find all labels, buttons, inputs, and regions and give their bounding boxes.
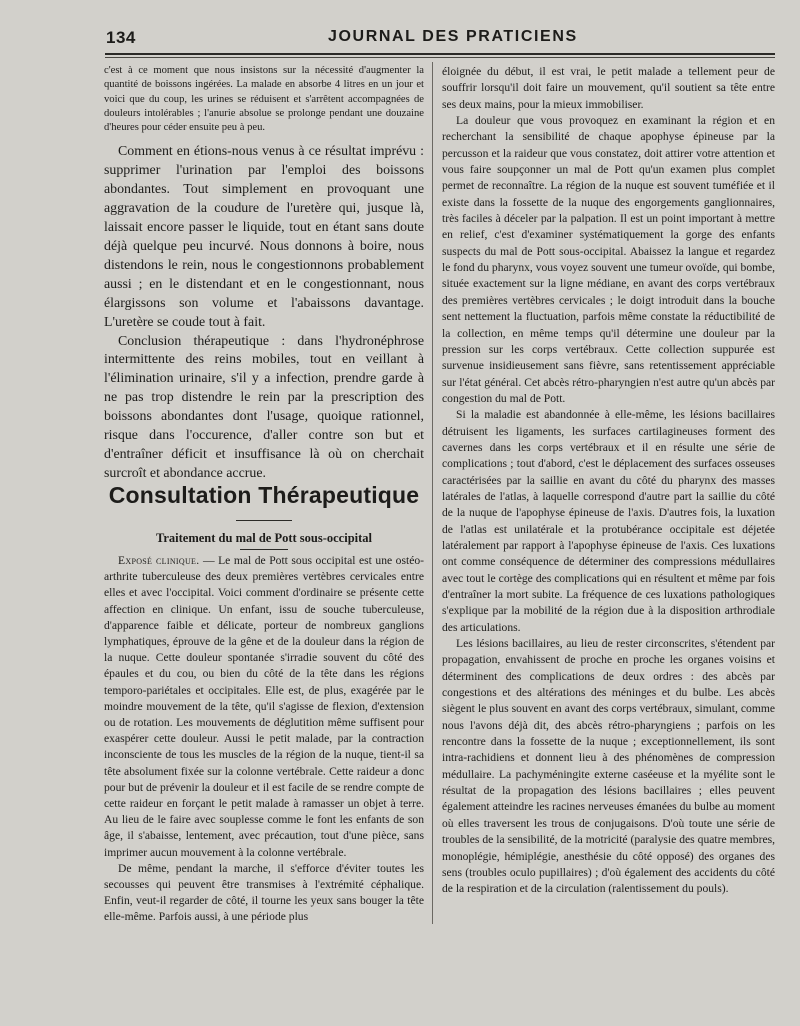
heading-rule: [236, 520, 292, 521]
left-column: [104, 64, 424, 484]
header-rule: [105, 53, 775, 55]
header-rule-thin: [105, 57, 775, 58]
column-divider: [432, 62, 433, 924]
right-paragraph-1: éloignée du début, il est vrai, le petit malade a tellement peur de souffrir lorsqu'il doit faire un mouvement, qu'il soutient sa tête entre ses deux mains, pour la mieux immobiliser.: [442, 65, 775, 111]
left-paragraph-2: Conclusion thérapeutique : dans l'hydronéphrose intermittente des reins mobiles, tout en veillant à l'élimination urinaire, s'il y a infection, prendre garde à ne pas trop distendre le rein par la prescription des boissons abondantes dont l'usage, quoique rationnel, risque dans l'occurence, d'aller contre son but et d'entraîner déficit et insuffisance là où on cherchait surcroît et abondance accrue.: [104, 333, 424, 481]
left-intro-paragraph: c'est à ce moment que nous insistons sur la nécessité d'augmenter la quantité de boissons ingérées. La malade en absorbe 4 litres en un jour et voici que du coup, les urines se réduisent et s'arrêtent accompagnées de douleurs intolérables ; l'anurie absolue se prolonge pendant une douzaine d'heures pour céder ensuite peu à peu.: [104, 65, 424, 134]
section-heading: Consultation Thérapeutique: [108, 482, 420, 508]
article-paragraph-2: De même, pendant la marche, il s'efforce d'éviter toutes les secousses qui peuvent être transmises à l'extrémité céphalique. Enfin, veut-il regarder de côté, il tourne les yeux sans bouger la tête elle-même. Parfois aussi, à une période plus: [104, 861, 424, 924]
right-column: [442, 64, 775, 898]
right-paragraph-3: Si la maladie est abandonnée à elle-même, les lésions bacillaires détruisent les ligaments, les surfaces cartilagineuses forment des cavernes dans les corps vertébraux et il en résulte une série de complications ; tout d'abord, c'est le déplacement des surfaces osseuses caractérisées par la saillie en avant du côté du pharynx des masses latérales de l'atlas, à laquelle correspond d'autre part la saillie du côté de la nuque de l'apophyse épineuse de l'axis. D'autres fois, la luxation de l'atlas est unilatérale et la protubérance occipitale est déjetée latéralement par rapport à l'apophyse épineuse de l'axis. Ces luxations ont comme conséquence de déterminer des compressions médullaires avec tout le cortège des complications qui en résultent et même par fois d'entraîner la mort subite. La fréquence de ces luxations pathologiques s'explique par la mobilité de la région due à la disposition arthrodiale des articulations.: [442, 408, 775, 634]
right-paragraph-2: La douleur que vous provoquez en examinant la région et en recherchant la sensibilité de chaque apophyse épineuse par la percusson et la raideur que vous constatez, doit attirer votre attention et vous faire soupçonner un mal de Pott qu'un examen plus complet permet de reconnaître. La région de la nuque est souvent tuméfiée et il existe dans la fossette de la nuque des engorgements ganglionnaires, très faciles à déceler par la palpation. Il est un point important à mettre en relief, c'est d'examiner systématiquement la gorge des enfants suspects du mal de Pott sous-occipital. Abaissez la langue et regardez le fond du pharynx, vous voyez souvent une tumeur ovoïde, qui bombe, située exactement sur la ligne médiane, en avant des corps vertébraux des premières vertèbres cervicales ; le doigt introduit dans la bouche sent nettement la fluctuation, parfois même constate la réductibilité de la collection, en même temps qu'il détermine une douleur par la pression sur les corps vertébraux. Cette collection suppurée est survenue insidieusement sans fièvre, sans retentissement appréciable sur l'état général. Cet abcès rétro-pharyngien n'est autre qu'un abcès par congestion du mal de Pott.: [442, 114, 775, 405]
journal-title: JOURNAL DES PRATICIENS: [328, 28, 578, 45]
article-left-column: [104, 553, 424, 926]
page-header: [0, 28, 800, 56]
page-number: 134: [106, 28, 136, 47]
right-paragraph-4: Les lésions bacillaires, au lieu de rester circonscrites, s'étendent par propagation, envahissent de proche en proche les organes voisins et déterminent des complications de deux ordres : des abcès par congestions et des altérations des méninges et du bulbe. Les abcès siègent le plus souvent en avant des corps vertébraux, simulant, comme nous l'avons déjà dit, des abcès rétro-pharyngiens ; parfois on les rencontre dans la fossette de la nuque ; exceptionnellement, ils sont intra-rachidiens et donnent lieu à des phénomènes de compression médullaire. La pachyméningite externe caséeuse et la myélite sont le résultat de la propagation des lésions bacillaires ; elles peuvent également atteindre les racines nerveuses émanées du bulbe au moment où elles traversent les trous de conjugaisons. D'où toute une série de troubles de la sensibilité, de la motricité (paralysie des quatre membres, monoplégie, hémiplégie, anesthésie du côté opposé) des organes des sens (troubles oculo pupillaires) ; d'où également des accidents du côté de la respiration et de la circulation (ralentissement du pouls).: [442, 637, 775, 896]
section-label: Exposé clinique.: [118, 554, 200, 567]
article-paragraph-1: [104, 553, 424, 861]
article-subtitle: Traitement du mal de Pott sous-occipital: [155, 531, 373, 545]
article-paragraph-1-text: — Le mal de Pott sous occipital est une ostéo-arthrite tuberculeuse des deux premières vertèbres cervicales entre elles et avec l'occipital. Voici comment d'ordinaire se présente cette affection en clinique. Un enfant, issu de souche tuberculeuse, d'apparence faible et délicate, porteur de nombreux ganglions lymphatiques, éprouve de la gêne et de la douleur dans la région de la nuque. Cette douleur spontanée s'irradie souvent du côté des épaules et du cou, ou bien du côté de la tête dans les régions temporo-pariétales et occipitales. Elle est, de plus, exagérée par le moindre mouvement de la tête, qu'il s'agisse de flexion, d'extension ou de rotation. Les mouvements de déglutition même suffisent pour exaspérer cette douleur. Aussi le petit malade, par la contraction inconsciente de tous les muscles de la région de la nuque, tient-il sa tête absolument fixée sur la colonne vertébrale. Cette raideur a donc pour but de prévenir la douleur et il est facile de se rendre compte de cette raideur en forçant le petit malade à ramasser un objet à terre. Au lieu de le faire avec souplesse comme le font les enfants de son âge, il s'abaisse, lentement, avec précaution, tout d'une pièce, sans imprimer aucun mouvement à la colonne vertébrale.: [104, 554, 424, 859]
left-paragraph-1: Comment en étions-nous venus à ce résultat imprévu : supprimer l'urination par l'emploi des boissons abondantes. Tout simplement en provoquant une aggravation de la coudure de l'uretère qui, jusque là, laissait encore passer le liquide, tout en étant sans doute déjà quelque peu incurvé. Nous donnons à boire, nous distendons le rein, nous le congestionnons probablement aussi ; en le distendant et en le congestionnant, nous élargissons son volume et l'abaissons davantage. L'uretère se coude tout à fait.: [104, 144, 424, 330]
subtitle-rule: [240, 549, 288, 550]
